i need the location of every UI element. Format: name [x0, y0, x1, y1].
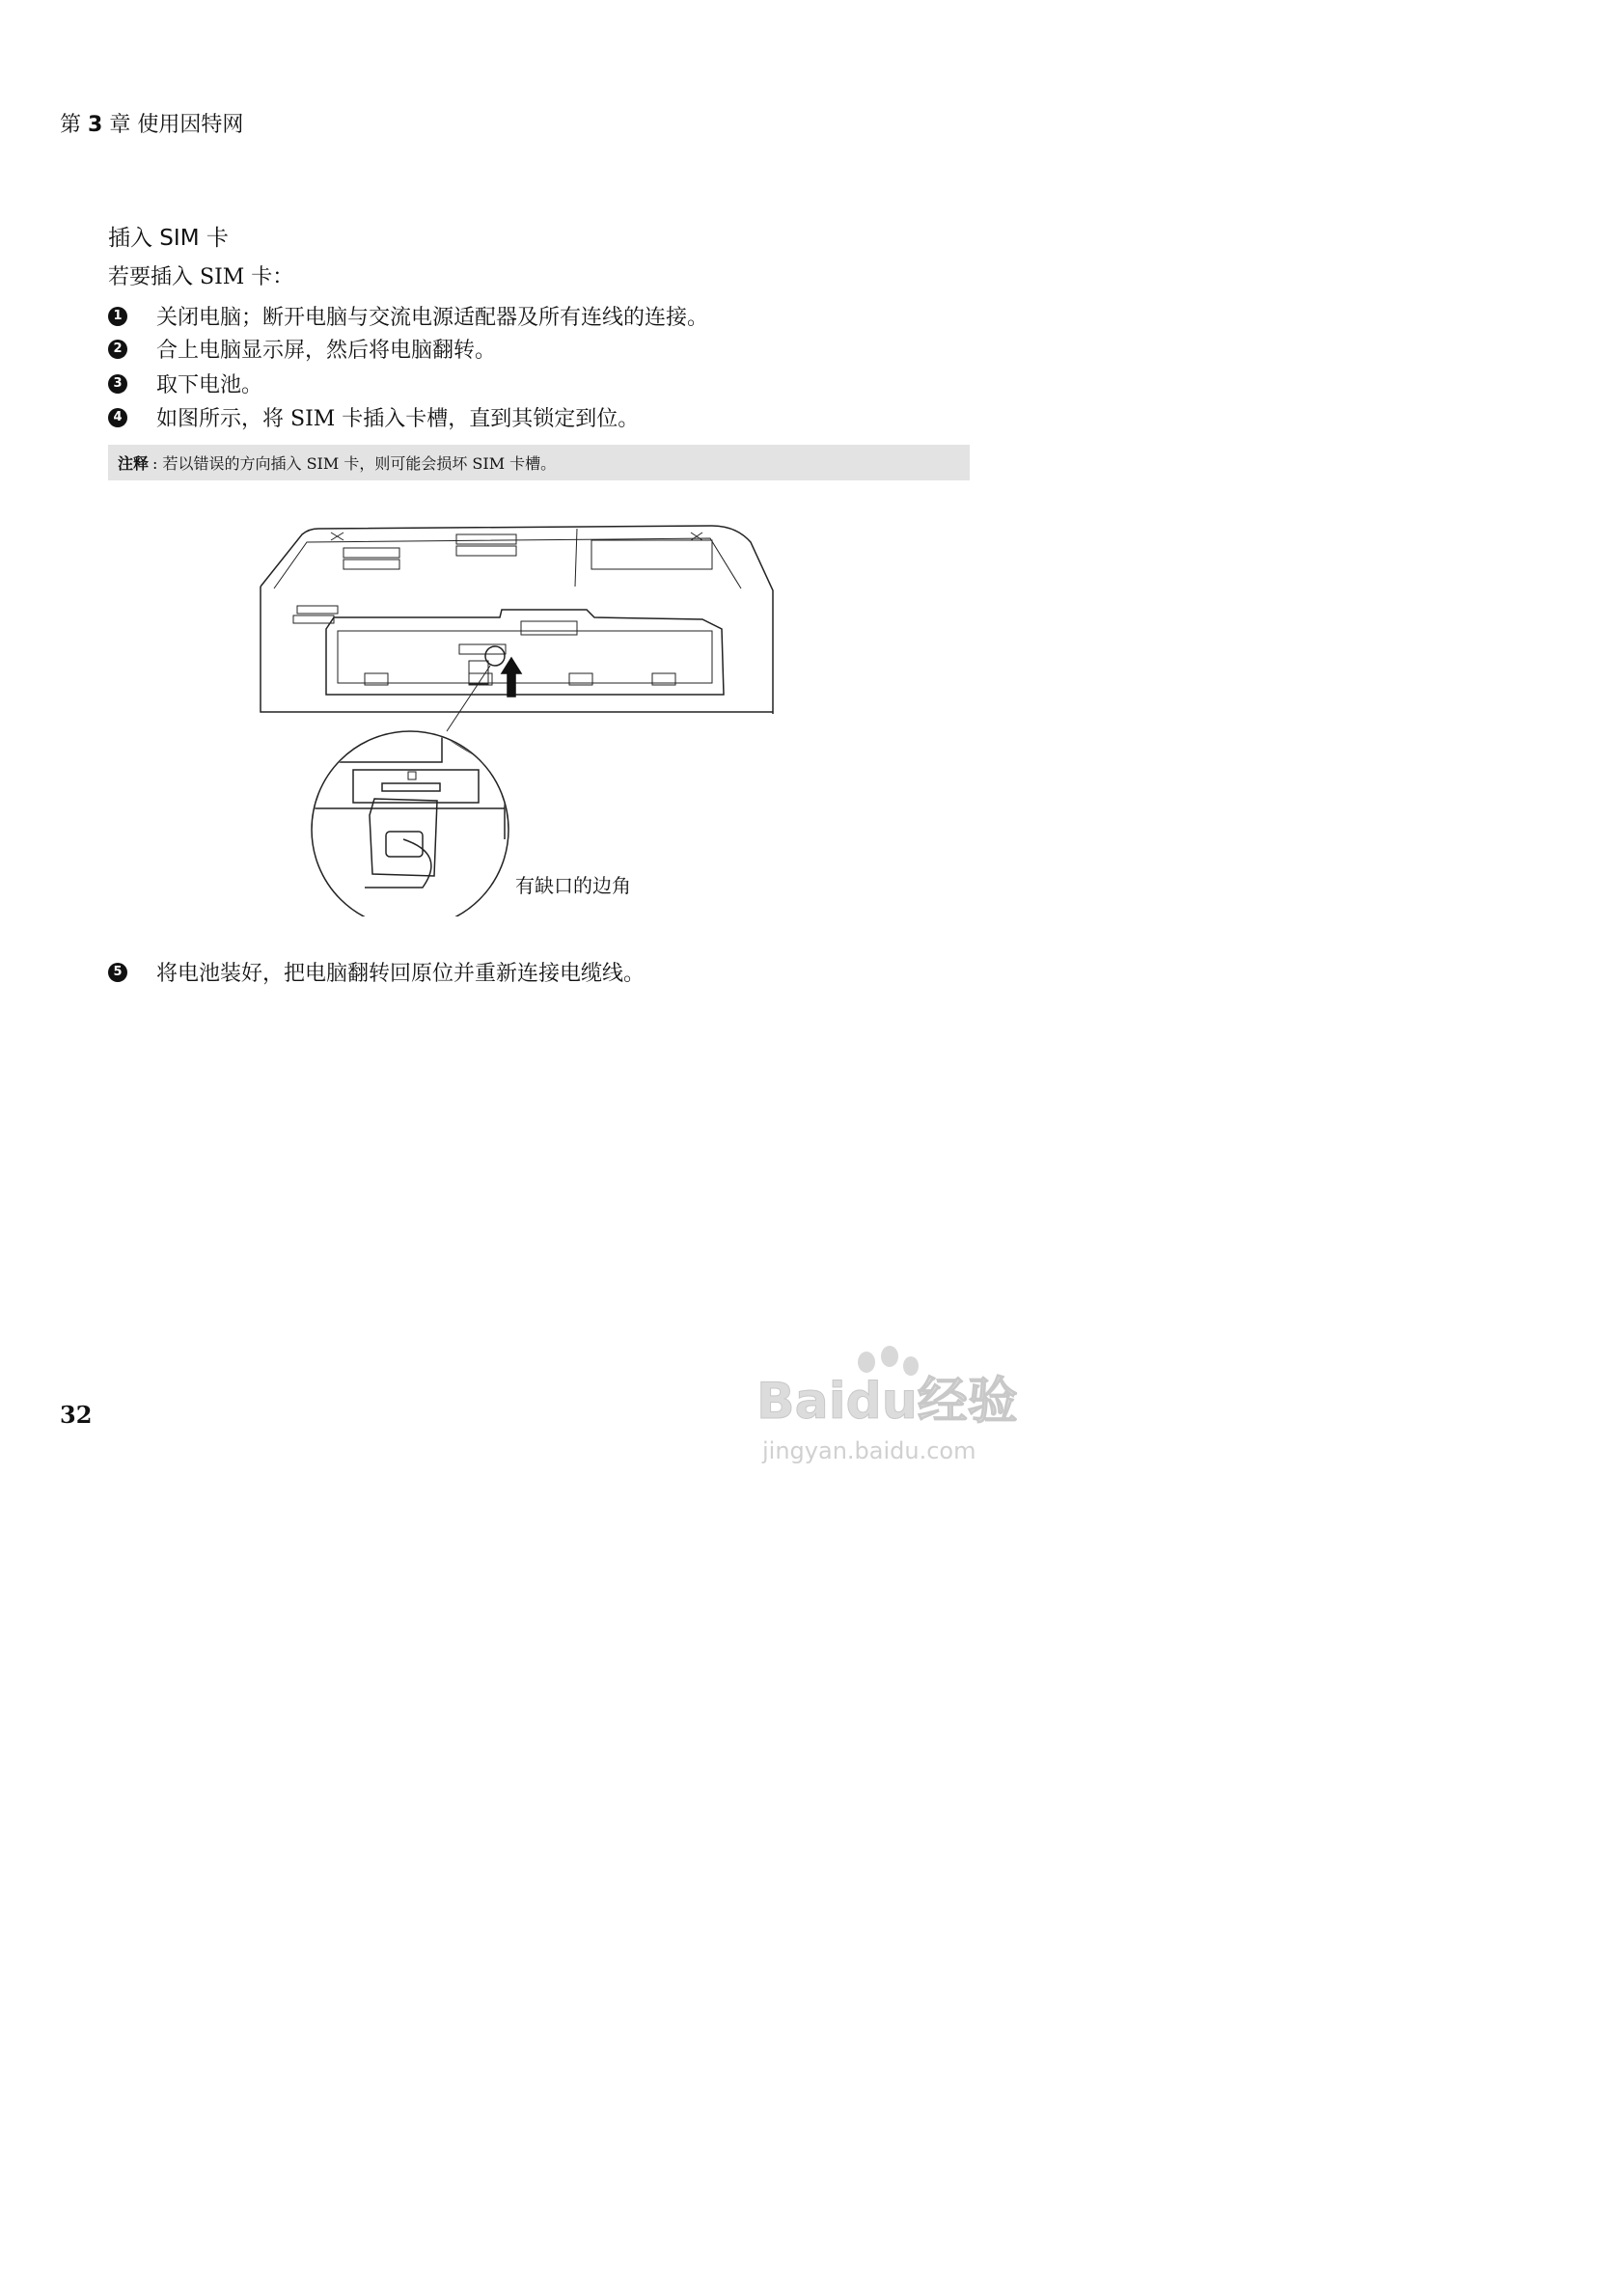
watermark-brand: Baidu经验	[756, 1373, 1018, 1431]
step-4	[108, 402, 639, 432]
note-box	[108, 445, 970, 480]
page-number: 32	[60, 1401, 93, 1429]
sim-card	[370, 799, 437, 876]
step-text-2: 合上电脑显示屏，然后将电脑翻转。	[156, 339, 497, 363]
paw-icon	[858, 1346, 919, 1376]
step-number-3: 3	[108, 374, 127, 394]
step-text-1: 关闭电脑；断开电脑与交流电源适配器及所有连线的连接。	[156, 306, 709, 330]
note-text: : 若以错误的方向插入 SIM 卡，则可能会损坏 SIM 卡槽。	[152, 454, 557, 473]
chapter-number: 3	[88, 113, 103, 137]
watermark-url: jingyan.baidu.com	[762, 1437, 976, 1464]
step-number-4: 4	[108, 408, 127, 427]
figure-caption: 有缺口的边角	[515, 874, 631, 897]
insertion-arrow	[502, 658, 521, 697]
baidu-jingyan-watermark	[753, 1341, 1042, 1476]
chapter-title: 章 使用因特网	[109, 113, 244, 137]
chapter-prefix: 第	[60, 113, 82, 137]
chapter-header	[60, 108, 243, 138]
step-number-2: 2	[108, 340, 127, 359]
step-5	[108, 957, 645, 987]
magnifier-circle	[312, 731, 508, 916]
step-2	[108, 334, 496, 364]
step-text-3: 取下电池。	[156, 373, 263, 397]
step-1	[108, 301, 708, 331]
step-3	[108, 369, 262, 398]
sim-insertion-figure	[259, 521, 775, 916]
step-text-4: 如图所示，将 SIM 卡插入卡槽，直到其锁定到位。	[156, 407, 640, 431]
section-intro: 若要插入 SIM 卡：	[108, 265, 294, 289]
step-number-5: 5	[108, 963, 127, 982]
note-label: 注释	[118, 454, 150, 473]
section-title: 插入 SIM 卡	[108, 226, 229, 251]
battery-bay	[326, 610, 724, 695]
step-number-1: 1	[108, 307, 127, 326]
step-text-5: 将电池装好，把电脑翻转回原位并重新连接电缆线。	[156, 962, 646, 986]
